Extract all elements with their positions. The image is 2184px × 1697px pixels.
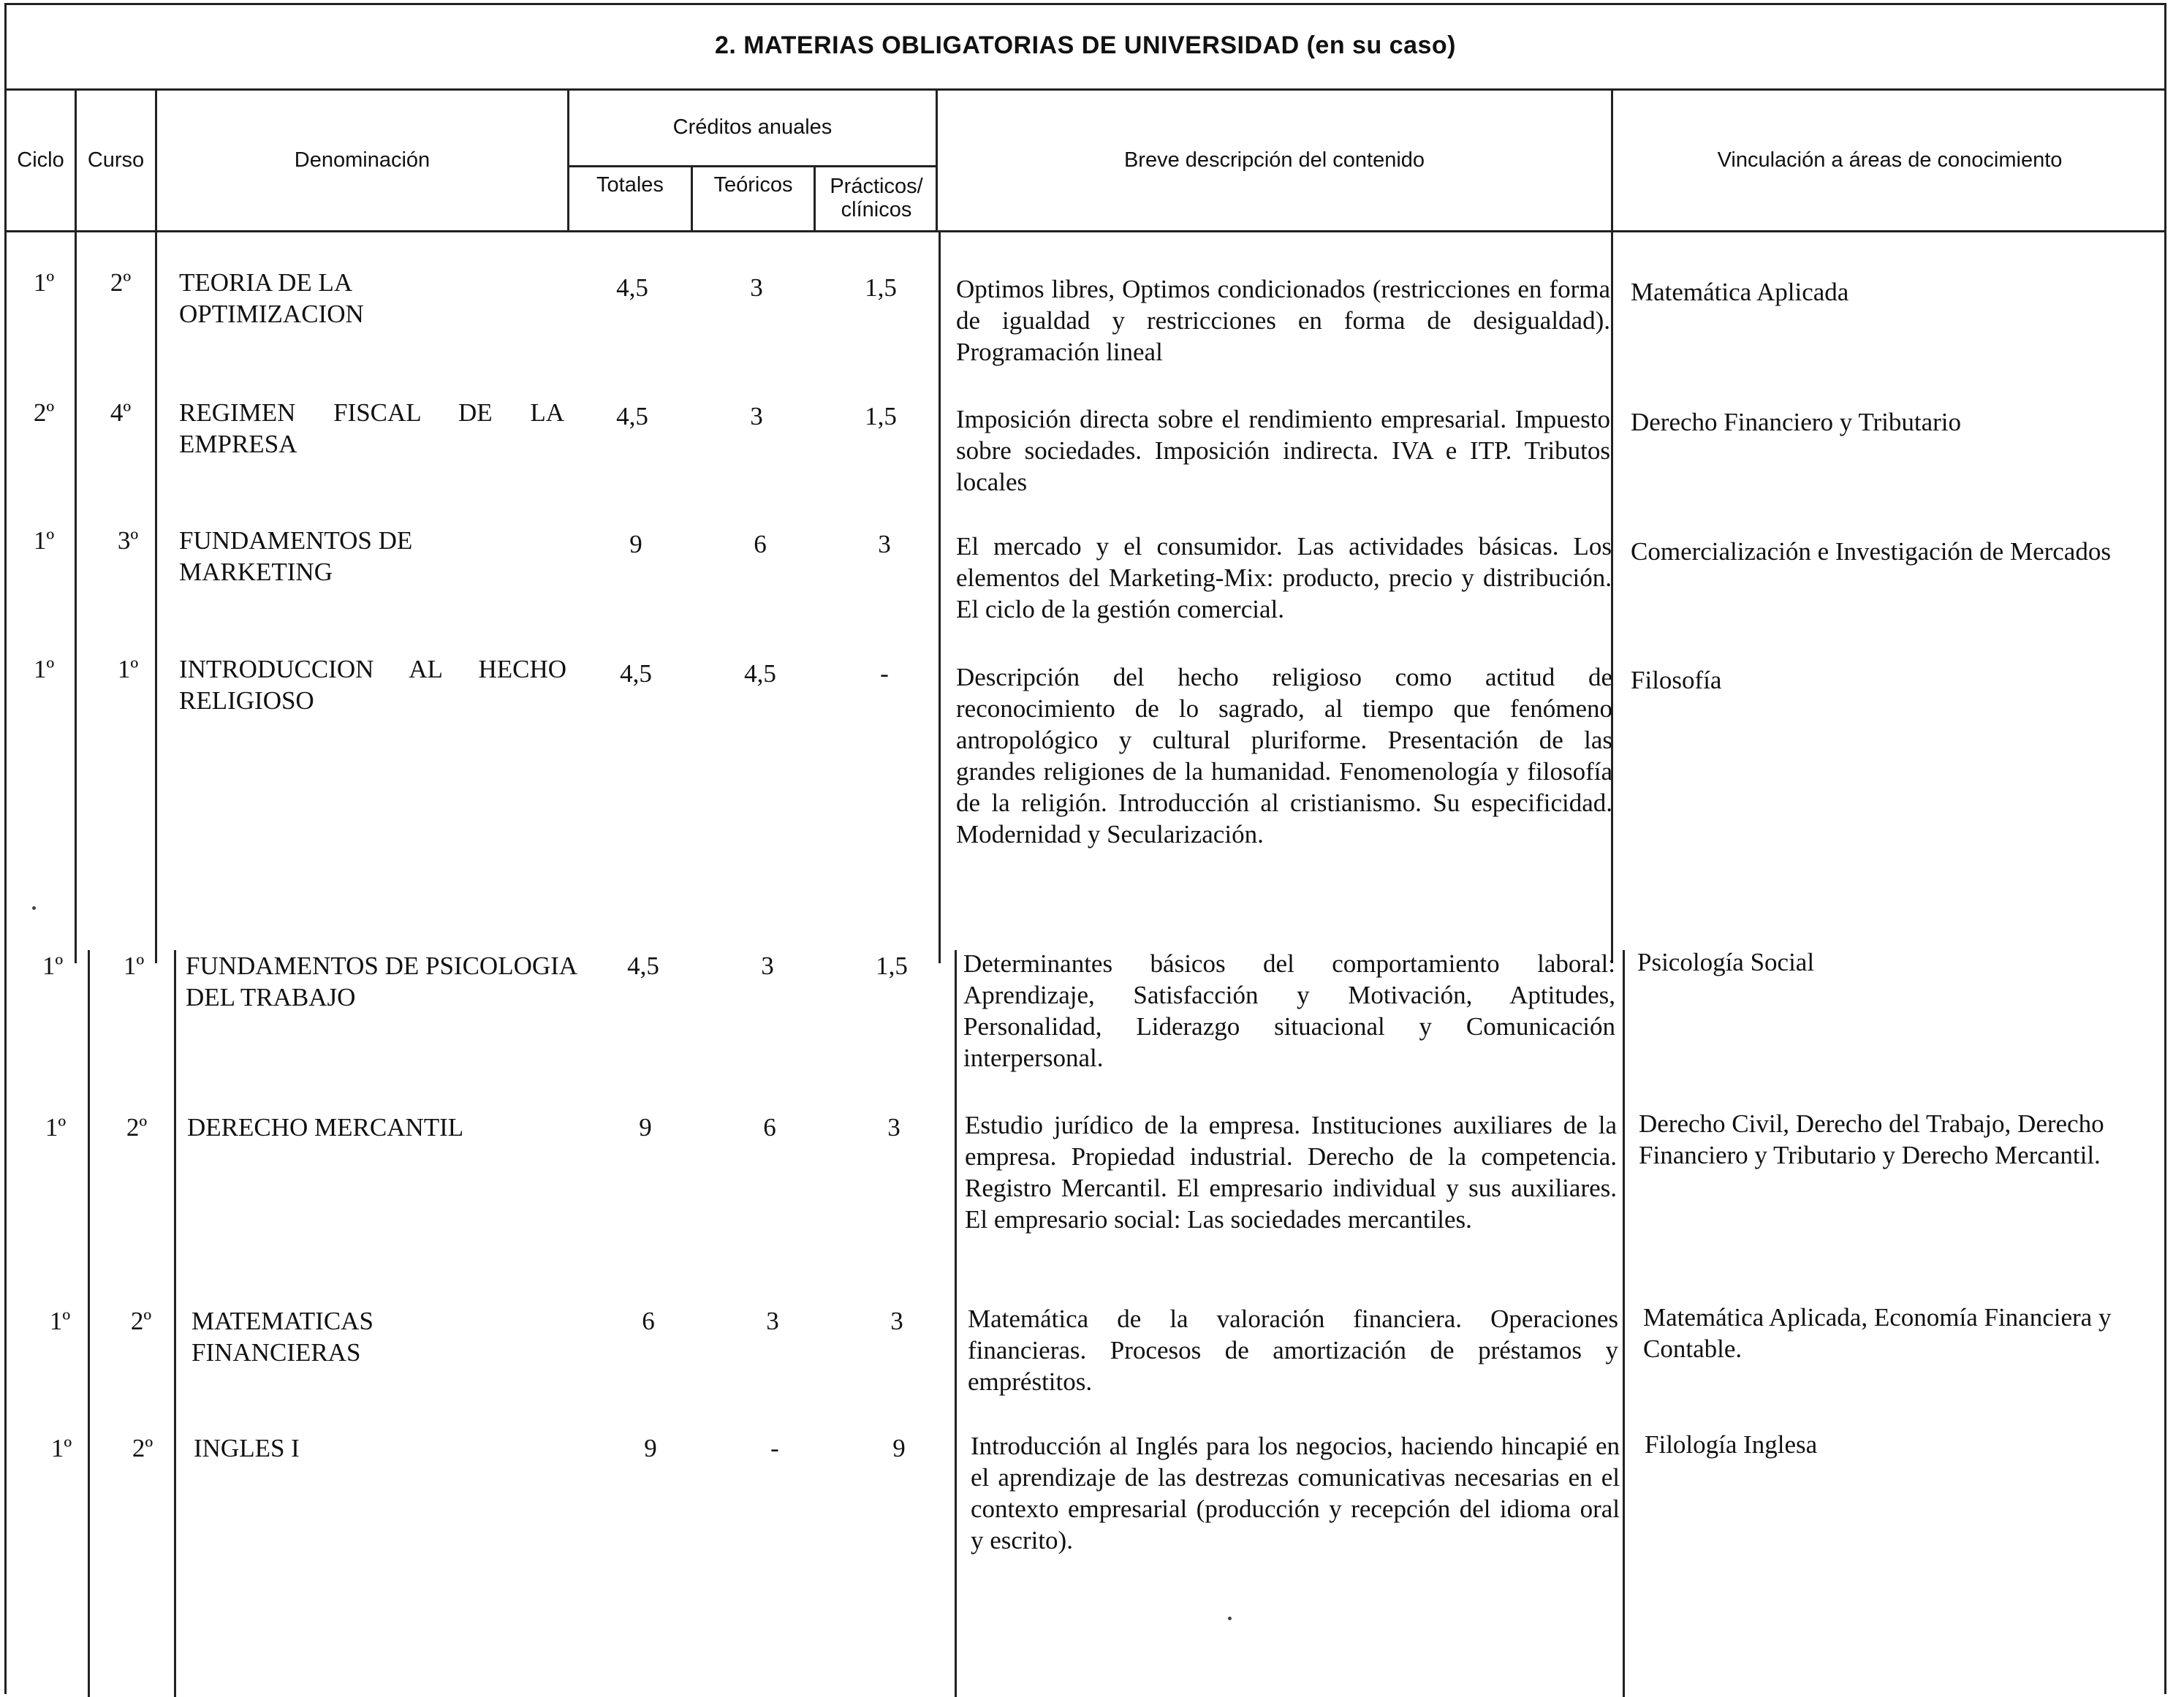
cell-ciclo: 1º bbox=[33, 268, 55, 297]
cell-totales: 9 bbox=[629, 530, 642, 558]
cell-ciclo: 1º bbox=[49, 1307, 71, 1335]
cell-totales: 4,5 bbox=[627, 952, 659, 980]
cell-vinculacion: Derecho Financiero y Tributario bbox=[1631, 408, 1961, 436]
cell-curso: 2º bbox=[130, 1307, 152, 1335]
cell-ciclo: 2º bbox=[33, 398, 55, 427]
header-creditos-anuales: Créditos anuales bbox=[672, 115, 833, 140]
cell-curso: 4º bbox=[110, 398, 132, 427]
cell-descripcion: Determinantes básicos del comportamiento laboral: Aprendizaje, Satisfacción y Motivación, Aptitudes, Personalidad, Liderazgo situacional y Comunicación interpersonal. bbox=[963, 949, 1615, 1072]
cell-curso: 2º bbox=[126, 1113, 148, 1142]
cell-vinculacion: Psicología Social bbox=[1637, 948, 1815, 976]
header-denominacion: Denominación bbox=[294, 148, 431, 172]
cell-teoricos: 3 bbox=[750, 402, 763, 430]
header-curso: Curso bbox=[87, 148, 145, 172]
cell-practicos: 1,5 bbox=[876, 952, 908, 980]
header-vinculacion: Vinculación a áreas de conocimiento bbox=[1717, 148, 2063, 172]
col-divider bbox=[75, 232, 77, 963]
cell-curso: 2º bbox=[132, 1434, 153, 1462]
cell-descripcion: Matemática de la valoración financiera. Operaciones financieras. Procesos de amortización de préstamos y empréstitos. bbox=[968, 1305, 1618, 1396]
cell-descripcion: El mercado y el consumidor. Las actividades básicas. Los elementos del Marketing-Mix: producto, precio y distribución. El ciclo de la gestión comercial. bbox=[956, 532, 1612, 623]
cell-practicos: 9 bbox=[892, 1434, 906, 1462]
cell-practicos: 3 bbox=[890, 1307, 903, 1335]
cell-denominacion: MATEMATICAS FINANCIERAS bbox=[192, 1307, 374, 1367]
cell-descripcion: Optimos libres, Optimos condicionados (restricciones en forma de igualdad y restricciones en forma de desigualdad). Programación lineal bbox=[956, 275, 1610, 366]
scan-speck bbox=[32, 906, 36, 910]
cell-denominacion: DERECHO MERCANTIL bbox=[187, 1113, 464, 1142]
header-ciclo: Ciclo bbox=[17, 148, 64, 172]
cell-denominacion: INGLES I bbox=[194, 1434, 300, 1462]
cell-descripcion: Introducción al Inglés para los negocios, haciendo hincapié en el aprendizaje de las destrezas comunicativas necesarias en el contexto empresarial (producción y recepción del idioma oral y escrito). bbox=[971, 1432, 1620, 1554]
cell-curso: 1º bbox=[117, 655, 139, 683]
cell-totales: 4,5 bbox=[620, 659, 652, 688]
col-divider bbox=[955, 950, 957, 1697]
cell-ciclo: 1º bbox=[50, 1434, 72, 1462]
cell-practicos: 3 bbox=[887, 1113, 900, 1142]
cell-ciclo: 1º bbox=[42, 952, 64, 980]
cell-teoricos: 6 bbox=[763, 1113, 776, 1142]
scan-speck bbox=[1228, 1617, 1232, 1620]
col-divider bbox=[939, 232, 941, 963]
cell-ciclo: 1º bbox=[33, 526, 55, 555]
cell-teoricos: - bbox=[770, 1434, 779, 1462]
cell-ciclo: 1º bbox=[45, 1113, 67, 1142]
cell-denominacion: REGIMEN FISCAL DE LA EMPRESA bbox=[179, 398, 564, 458]
cell-teoricos: 4,5 bbox=[744, 659, 776, 688]
cell-vinculacion: Filosofía bbox=[1631, 666, 1722, 694]
cell-descripcion: Estudio jurídico de la empresa. Instituciones auxiliares de la empresa. Propiedad industrial. Derecho de la competencia. Registro Mercantil. El empresario individual y sus auxiliares. El empresario social: Las sociedades mercantiles. bbox=[965, 1111, 1617, 1234]
cell-practicos: 1,5 bbox=[865, 402, 897, 430]
cell-curso: 3º bbox=[117, 526, 139, 555]
header-descripcion: Breve descripción del contenido bbox=[1123, 148, 1425, 172]
cell-ciclo: 1º bbox=[33, 655, 55, 683]
cell-teoricos: 6 bbox=[754, 530, 767, 558]
cell-descripcion: Descripción del hecho religioso como actitud de reconocimiento de lo sagrado, al tiempo que fenómeno antropológico y cultural pluriforme. Presentación de las grandes religiones de la humanidad. Fenomenología y filosofía de la religión. Introducción al cristianismo. Su especificidad. Modernidad y Secularización. bbox=[956, 663, 1612, 848]
cell-denominacion: INTRODUCCION AL HECHO RELIGIOSO bbox=[179, 655, 566, 715]
cell-teoricos: 3 bbox=[766, 1307, 779, 1335]
cell-vinculacion: Matemática Aplicada bbox=[1631, 278, 1849, 306]
cell-vinculacion: Matemática Aplicada, Economía Financiera y Contable. bbox=[1643, 1303, 2112, 1363]
cell-vinculacion: Filología Inglesa bbox=[1645, 1430, 1818, 1459]
cell-practicos: 1,5 bbox=[865, 273, 897, 302]
cell-denominacion: TEORIA DE LA OPTIMIZACION bbox=[179, 268, 364, 328]
cell-curso: 1º bbox=[123, 952, 145, 980]
cell-vinculacion: Derecho Civil, Derecho del Trabajo, Derecho Financiero y Tributario y Derecho Mercantil. bbox=[1639, 1109, 2104, 1169]
header-teoricos: Teóricos bbox=[713, 173, 793, 197]
cell-descripcion: Imposición directa sobre el rendimiento empresarial. Impuesto sobre sociedades. Imposición indirecta. IVA e ITP. Tributos locales bbox=[956, 405, 1610, 496]
header-bottom-line bbox=[4, 230, 2166, 232]
cell-curso: 2º bbox=[110, 268, 132, 297]
cell-totales: 9 bbox=[639, 1113, 652, 1142]
col-divider bbox=[814, 167, 816, 232]
col-divider bbox=[155, 232, 157, 963]
cell-teoricos: 3 bbox=[761, 952, 774, 980]
cell-practicos: - bbox=[880, 659, 889, 688]
cell-teoricos: 3 bbox=[750, 273, 763, 302]
cell-denominacion: FUNDAMENTOS DE PSICOLOGIA DEL TRABAJO bbox=[186, 952, 577, 1011]
header-practicos: Prácticos/ clínicos bbox=[830, 175, 923, 221]
cell-totales: 4,5 bbox=[616, 273, 648, 302]
cell-totales: 6 bbox=[642, 1307, 655, 1335]
cell-totales: 9 bbox=[644, 1434, 657, 1462]
col-divider bbox=[1623, 950, 1625, 1697]
cell-practicos: 3 bbox=[878, 530, 891, 558]
page-title: 2. MATERIAS OBLIGATORIAS DE UNIVERSIDAD (en su caso) bbox=[4, 3, 2166, 91]
cell-vinculacion: Comercialización e Investigación de Mercados bbox=[1631, 537, 2111, 566]
header-totales: Totales bbox=[596, 173, 664, 197]
cell-totales: 4,5 bbox=[616, 402, 648, 430]
cell-denominacion: FUNDAMENTOS DE MARKETING bbox=[179, 526, 413, 586]
